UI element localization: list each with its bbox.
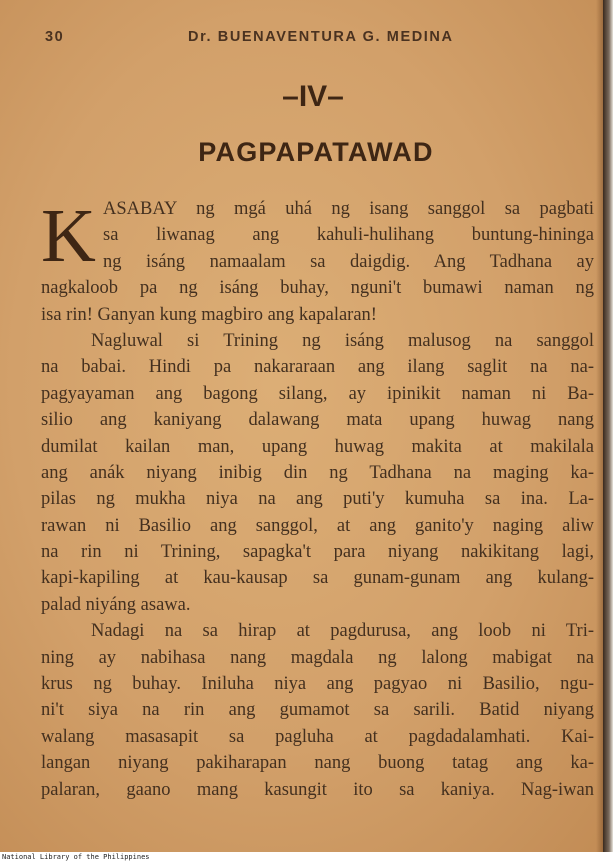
text-line: pilas ng mukha niya na ang puti'y kumuha sa ina. La- — [41, 489, 594, 510]
text-line: kapi-kapiling at kau-kausap sa gunam-gunam ang kulang- — [41, 568, 594, 589]
text-line: nagkaloob pa ng isáng buhay, nguni't bumawi naman ng — [41, 278, 594, 299]
text-line: dumilat kailan man, upang huwag makita at makilala — [41, 436, 594, 457]
text-line: ang anák niyang inibig din ng Tadhana na maging ka- — [41, 462, 594, 483]
chapter-body-text — [41, 196, 594, 803]
text-line: palaran, gaano mang kasungit ito sa kaniya. Nag-iwan — [41, 779, 594, 800]
text-line: isa rin! Ganyan kung magbiro ang kapalaran! — [41, 304, 377, 325]
page-edge-shadow — [603, 0, 613, 852]
text-line: ng isáng namaalam sa daigdig. Ang Tadhana ay — [103, 251, 594, 272]
text-line: na rin ni Trining, sapagka't para niyang nakikitang lagi, — [41, 542, 594, 563]
text-line: palad niyáng asawa. — [41, 594, 191, 615]
text-line: rawan ni Basilio ang sanggol, at ang ganito'y naging aliw — [41, 515, 594, 536]
text-line: krus ng buhay. Iniluha niya ang pagyao ni Basilio, ngu- — [41, 674, 594, 695]
text-line: ni't siya na rin ang gumamot sa sarili. Batid niyang — [41, 700, 594, 721]
text-line: walang masasapit sa pagluha at pagdadalamhati. Kai- — [41, 726, 594, 747]
library-credit-footer: National Library of the Philippines — [2, 853, 150, 861]
text-line: na babai. Hindi pa nakararaan ang ilang saglit na na- — [41, 357, 594, 378]
text-line: sa liwanag ang kahuli-hulihang buntung-hininga — [103, 225, 594, 246]
running-header-author: Dr. BUENAVENTURA G. MEDINA — [188, 29, 454, 45]
page-number: 30 — [45, 29, 65, 45]
drop-cap-letter: K — [41, 194, 96, 278]
text-line: Nadagi na sa hirap at pagdurusa, ang loob ni Tri- — [91, 621, 594, 642]
chapter-title: PAGPAPATAWAD — [198, 137, 434, 167]
text-line: ning ay nabihasa nang magdala ng lalong mabigat na — [41, 647, 594, 668]
text-line: pagyayaman ang bagong silang, ay ipinikit naman ni Ba- — [41, 383, 594, 404]
text-line: langan niyang pakiharapan nang buong tatag ang ka- — [41, 753, 594, 774]
text-line: silio ang kaniyang dalawang mata upang huwag nang — [41, 410, 594, 431]
chapter-number: –IV– — [282, 80, 344, 113]
text-line: ASABAY ng mgá uhá ng isang sanggol sa pagbati — [103, 199, 594, 219]
text-line: Nagluwal si Trining ng isáng malusog na sanggol — [91, 330, 594, 351]
